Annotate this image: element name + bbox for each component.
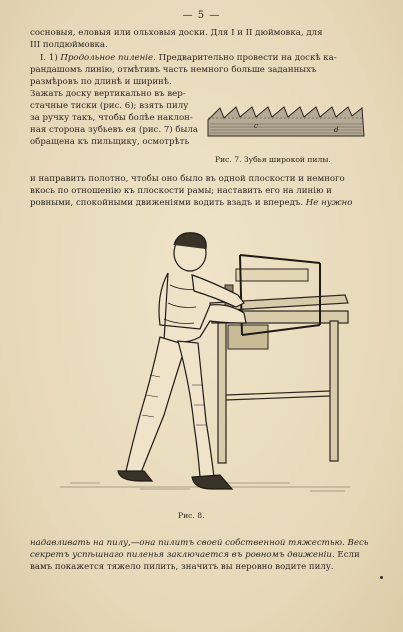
para-heading: Продольное пиленіе. <box>60 53 156 63</box>
paragraph-start <box>40 53 337 65</box>
figure-8-caption: Рис. 8. <box>178 511 205 520</box>
text-line: Зажать доску вертикально въ вер- <box>30 89 186 99</box>
page-number: — 5 — <box>182 10 221 21</box>
figure-7-caption: Рис. 7. Зубья широкой пилы. <box>215 155 331 164</box>
para-text: Предварительно провести на доскѣ ка- <box>155 53 337 63</box>
para-number: I. 1) <box>40 53 58 63</box>
text-line: ная сторона зубьевъ ея (рис. 7) была <box>30 125 198 135</box>
text-line: размѣровъ по длинѣ и ширинѣ. <box>30 77 172 87</box>
figure-7-saw-teeth <box>206 102 366 146</box>
label-c: c <box>254 122 258 130</box>
text-line: надавливать на пилу,—она пилитъ своей собственной тяжестью. Весь <box>30 538 369 548</box>
text-line: обращена къ пильщику, осмотрѣть <box>30 137 190 147</box>
text-line: стачные тиски (рис. 6); взять пилу <box>30 101 189 111</box>
text-line: вкось по отношенію къ плоскости рамы; наставить его на линію и <box>30 186 332 196</box>
label-d: d <box>334 126 339 134</box>
text-line: за ручку такъ, чтобы болѣе наклон- <box>30 113 193 123</box>
figure-8-sawing-illustration <box>60 225 350 500</box>
text-line: сосновыя, еловыя или ольховыя доски. Для I и II дюймовка, для <box>30 28 323 38</box>
text-line: рандашомъ линію, отмѣтивъ часть немного больше заданныхъ <box>30 65 317 75</box>
text-line: вамъ покажется тяжело пилить, значитъ вы неровно водите пилу. <box>30 562 334 572</box>
text-line: ровными, спокойными движеніями водить взадъ и впередъ. Не нужно <box>30 198 353 208</box>
text-line: секретъ успѣшнаго пиленья заключается въ ровномъ движеніи. Если <box>30 550 360 560</box>
ink-speck <box>380 576 383 579</box>
text-line: и направить полотно, чтобы оно было въ одной плоскости и немного <box>30 174 345 184</box>
text-line: III полдюймовка. <box>30 40 108 50</box>
